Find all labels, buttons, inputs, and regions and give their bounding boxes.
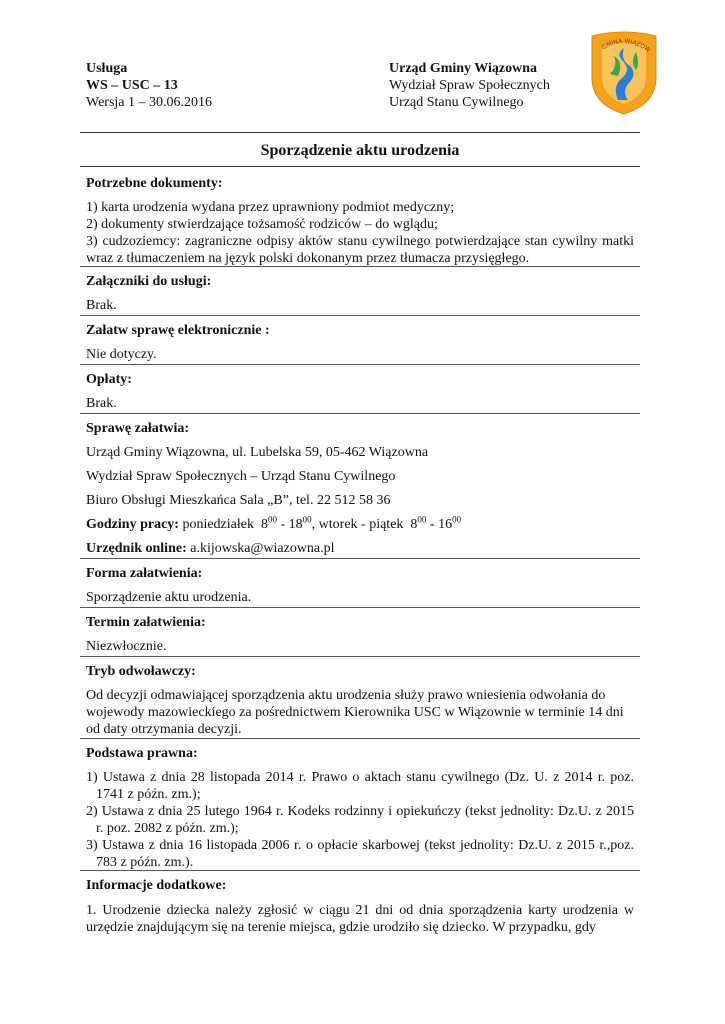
section-divider [80, 364, 640, 365]
header-left [86, 60, 212, 111]
page-title: Sporządzenie aktu urodzenia [260, 142, 460, 159]
section-divider [80, 315, 640, 316]
hours-sup: 00 [417, 514, 427, 525]
hours-mon-to: 18 [288, 517, 303, 532]
section-divider [80, 738, 640, 739]
hours-label: Godziny pracy: [86, 517, 179, 532]
service-label: Usługa [86, 61, 128, 76]
fees-value: Brak. [86, 396, 117, 411]
hours-mon-from: 8 [260, 517, 268, 532]
office-hours [86, 516, 634, 533]
section-divider [80, 558, 640, 559]
attachments-label: Załączniki do usługi: [86, 274, 212, 289]
list-item: 1) karta urodzenia wydana przez uprawniony podmiot medyczny; [86, 200, 455, 215]
where-line2: Wydział Spraw Społecznych – Urząd Stanu Cywilnego [86, 469, 396, 484]
section-divider [80, 656, 640, 657]
info-value: 1. Urodzenie dziecka należy zgłosić w ciągu 21 dni od dnia sporządzenia karty urodzenia w urzędzie znajdującym się na terenie miejsca, gdzie urodziło się dziecko. W przypadku, gdy [86, 903, 634, 935]
deadline-value: Niezwłocznie. [86, 639, 167, 654]
where-line3: Biuro Obsługi Mieszkańca Sala „B”, tel. 22 512 58 36 [86, 493, 391, 508]
hours-dash: - [280, 517, 286, 532]
coat-of-arms-icon [588, 30, 660, 116]
list-item: 3) cudzoziemcy: zagraniczne odpisy aktów stanu cywilnego potwierdzające stan cywilny matki wraz z tłumaczeniem na język polski dokonanym przez tłumacza przysięgłego. [86, 234, 634, 266]
title-divider [80, 166, 640, 167]
service-version: Wersja 1 – 30.06.2016 [86, 95, 213, 110]
unit-name: Urząd Stanu Cywilnego [389, 95, 524, 110]
online-clerk [86, 540, 634, 557]
office-name: Urząd Gminy Wiązowna [389, 61, 538, 76]
list-item: 2) dokumenty stwierdzające tożsamość rodziców – do wglądu; [86, 217, 438, 232]
electronic-value: Nie dotyczy. [86, 347, 157, 362]
form-label: Forma załatwienia: [86, 566, 203, 581]
gmina-logo [588, 30, 660, 116]
hours-sup: 00 [267, 514, 277, 525]
appeal-label: Tryb odwoławczy: [86, 664, 196, 679]
header-right [389, 60, 550, 111]
logo-text: GMINA WIĄZOW [600, 37, 652, 55]
legal-list [86, 769, 634, 871]
info-label: Informacje dodatkowe: [86, 878, 227, 893]
documents-list [86, 199, 634, 267]
where-line1: Urząd Gminy Wiązowna, ul. Lubelska 59, 05-462 Wiązowna [86, 445, 429, 460]
fees-label: Opłaty: [86, 372, 132, 387]
online-label: Urzędnik online: [86, 541, 187, 556]
section-divider [80, 413, 640, 414]
list-item: 3) Ustawa z dnia 16 listopada 2006 r. o opłacie skarbowej (tekst jednolity: Dz.U. z 2015 r.,poz. 783 z późn. zm.). [86, 838, 634, 870]
online-email-link[interactable]: a.kijowska@wiazowna.pl [190, 541, 335, 556]
form-value: Sporządzenie aktu urodzenia. [86, 590, 252, 605]
legal-label: Podstawa prawna: [86, 746, 198, 761]
hours-dash: - [429, 517, 435, 532]
service-code: WS – USC – 13 [86, 78, 178, 93]
where-label: Sprawę załatwia: [86, 421, 190, 436]
documents-label: Potrzebne dokumenty: [86, 176, 223, 191]
list-item: 1) Ustawa z dnia 28 listopada 2014 r. Prawo o aktach stanu cywilnego (Dz. U. z 2014 r. poz. 1741 z późn. zm.); [86, 770, 634, 802]
department-name: Wydział Spraw Społecznych [389, 78, 550, 93]
section-divider [80, 266, 640, 267]
attachments-value: Brak. [86, 298, 117, 313]
deadline-label: Termin załatwienia: [86, 615, 206, 630]
list-item: 2) Ustawa z dnia 25 lutego 1964 r. Kodeks rodzinny i opiekuńczy (tekst jednolity: Dz.U. z 2015 r. poz. 2082 z późn. zm.); [86, 804, 634, 836]
hours-sup: 00 [302, 514, 312, 525]
section-divider [80, 607, 640, 608]
section-divider [80, 870, 640, 871]
hours-rest-to: 16 [438, 517, 453, 532]
hours-separator: , wtorek - piątek [311, 517, 404, 532]
hours-rest-from: 8 [410, 517, 418, 532]
hours-mon: poniedziałek [182, 517, 254, 532]
appeal-value: Od decyzji odmawiającej sporządzenia aktu urodzenia służy prawo wniesienia odwołania do wojewody mazowieckiego za pośrednictwem Kierownika USC w Wiązownie w terminie 14 dni od daty otrzymania decyzji. [86, 688, 624, 737]
electronic-label: Załatw sprawę elektronicznie : [86, 323, 270, 338]
header-divider [80, 132, 640, 133]
hours-sup: 00 [452, 514, 462, 525]
